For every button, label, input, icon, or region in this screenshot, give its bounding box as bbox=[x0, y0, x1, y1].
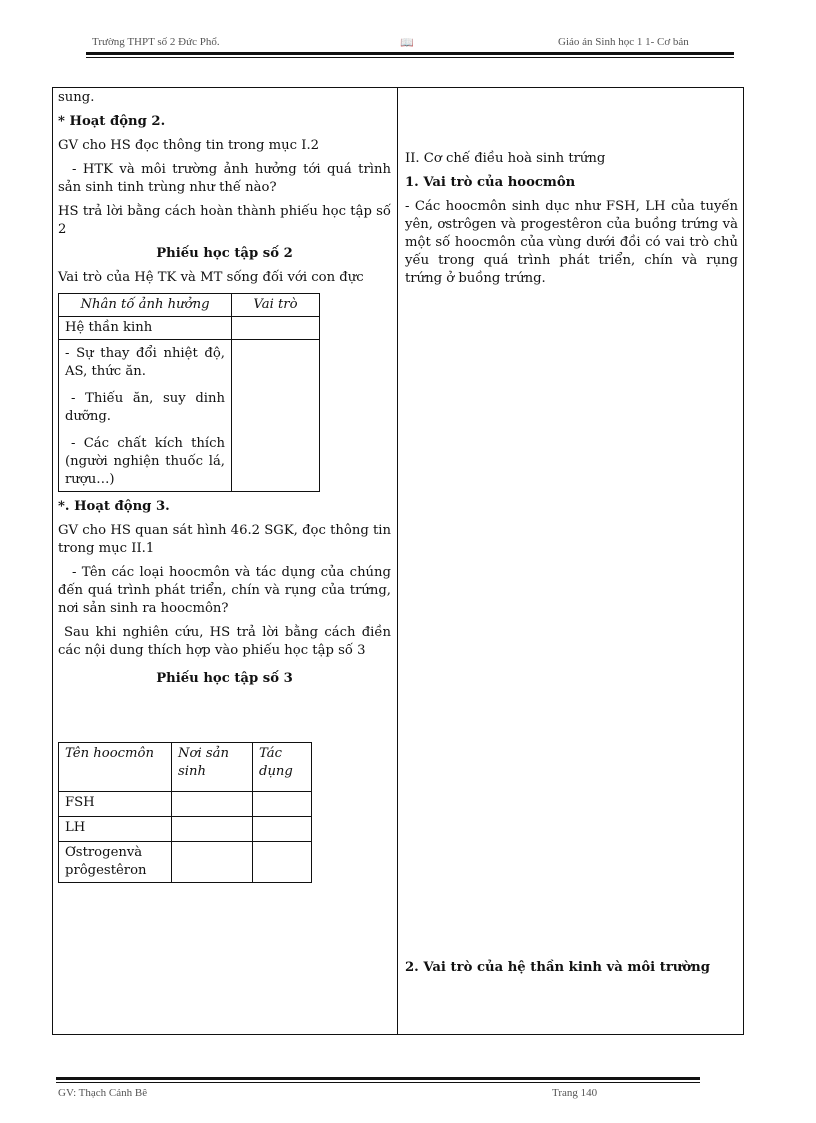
text: Vai trò của Hệ TK và MT sống đối với con đực bbox=[58, 270, 364, 285]
factor-malnutrition: - Thiếu ăn, suy dinh dưỡng. bbox=[65, 391, 225, 424]
table-header: Tác dụng bbox=[253, 743, 312, 792]
header-school: Trường THPT số 2 Đức Phổ. bbox=[92, 36, 220, 48]
right-column bbox=[405, 150, 738, 294]
table-cell bbox=[232, 340, 320, 492]
table-cell: FSH bbox=[59, 792, 172, 817]
activity-2-heading: * Hoạt động 2. bbox=[58, 114, 166, 129]
text: HS trả lời bằng cách hoàn thành phiếu học tập số 2 bbox=[58, 204, 391, 237]
text: - HTK và môi trường ảnh hưởng tới quá trình sản sinh tinh trùng như thế nào? bbox=[58, 162, 391, 195]
page-number: Trang 140 bbox=[552, 1087, 598, 1099]
section-2-title: II. Cơ chế điều hoà sinh trứng bbox=[405, 151, 606, 166]
text: - Các hoocmôn sinh dục như FSH, LH của tuyến yên, ơstrôgen và progestêron của buồng trứng và một số hoocmôn của vùng dưới đồi có vai trò chủ yếu trong quá trình phát triển, chín và rụng trứng ở buồng trứng. bbox=[405, 199, 738, 286]
worksheet-3-title: Phiếu học tập số 3 bbox=[156, 671, 293, 686]
worksheet-2-table bbox=[58, 293, 320, 492]
subsection-2 bbox=[405, 959, 738, 983]
worksheet-2-title: Phiếu học tập số 2 bbox=[156, 246, 293, 261]
table-cell: Ơstrogenvà prôgestêron bbox=[59, 842, 172, 883]
table-header: Nhân tố ảnh hưởng bbox=[59, 294, 232, 317]
footer-teacher: GV: Thạch Cảnh Bê bbox=[58, 1087, 148, 1099]
factor-temperature: - Sự thay đổi nhiệt độ, AS, thức ăn. bbox=[65, 346, 225, 379]
header-rule-thin bbox=[86, 57, 734, 58]
text: GV cho HS đọc thông tin trong mục I.2 bbox=[58, 138, 320, 153]
activity-3-heading: *. Hoạt động 3. bbox=[58, 499, 170, 514]
footer-rule-thin bbox=[56, 1082, 700, 1083]
column-divider bbox=[397, 87, 398, 1035]
table-header: Nơi sản sinh bbox=[172, 743, 253, 792]
table-cell bbox=[253, 817, 312, 842]
worksheet-3-table bbox=[58, 742, 312, 883]
header-title: Giáo án Sinh học 1 1- Cơ bản bbox=[558, 36, 689, 48]
table-cell: Hệ thần kinh bbox=[59, 317, 232, 340]
table-cell bbox=[172, 817, 253, 842]
factor-stimulants: - Các chất kích thích (người nghiện thuốc lá, rượu…) bbox=[65, 436, 225, 487]
table-cell bbox=[59, 340, 232, 492]
table-cell bbox=[172, 842, 253, 883]
table-cell bbox=[253, 842, 312, 883]
subsection-1-title: 1. Vai trò của hoocmôn bbox=[405, 175, 576, 190]
footer-rule bbox=[56, 1077, 700, 1080]
table-cell bbox=[232, 317, 320, 340]
text: Sau khi nghiên cứu, HS trả lời bằng cách điền các nội dung thích hợp vào phiếu học tập số 3 bbox=[58, 625, 391, 658]
header-rule bbox=[86, 52, 734, 55]
text: - Tên các loại hoocmôn và tác dụng của chúng đến quá trình phát triển, chín và rụng của trứng, nơi sản sinh ra hoocmôn? bbox=[58, 565, 391, 616]
subsection-2-title: 2. Vai trò của hệ thần kinh và môi trường bbox=[405, 960, 710, 975]
book-icon: 📖 bbox=[400, 37, 414, 49]
table-header: Tên hoocmôn bbox=[59, 743, 172, 792]
left-column bbox=[58, 89, 391, 883]
text: GV cho HS quan sát hình 46.2 SGK, đọc thông tin trong mục II.1 bbox=[58, 523, 391, 556]
table-cell bbox=[172, 792, 253, 817]
text: sung. bbox=[58, 90, 95, 105]
table-cell: LH bbox=[59, 817, 172, 842]
table-header: Vai trò bbox=[232, 294, 320, 317]
table-cell bbox=[253, 792, 312, 817]
